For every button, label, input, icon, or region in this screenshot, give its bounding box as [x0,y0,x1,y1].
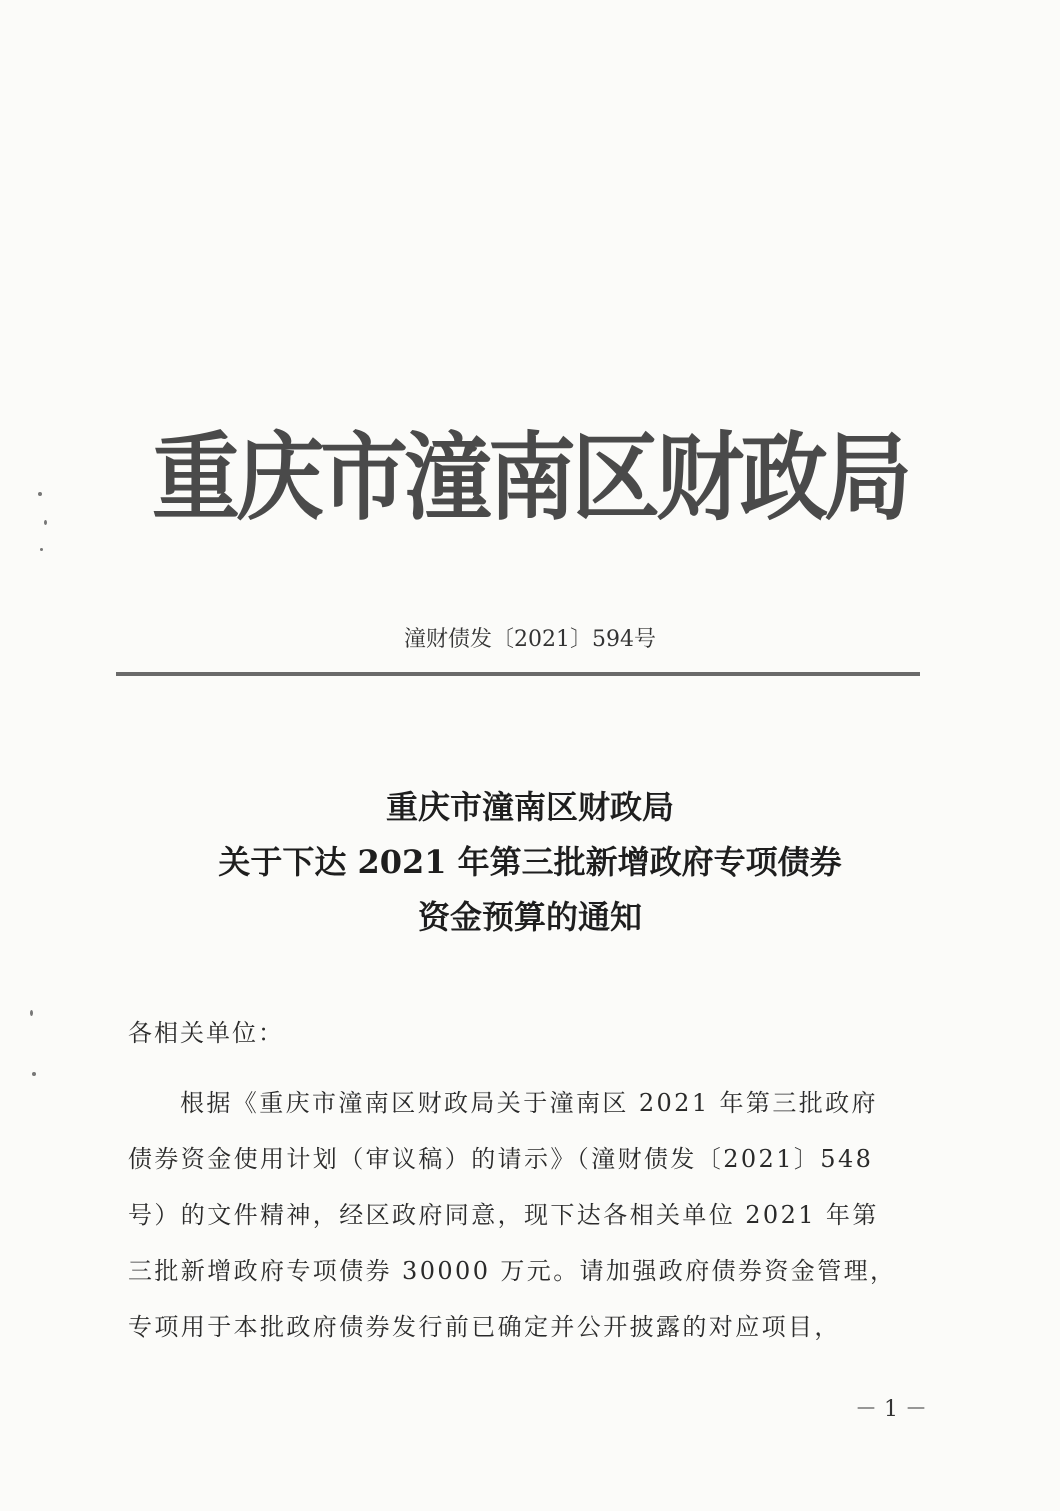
page-number: － 1 － [855,1397,927,1422]
document-number: 潼财债发〔2021〕594号 [404,627,656,652]
scan-speck [38,492,42,496]
scan-speck [30,1010,33,1016]
notice-title-line-3: 资金预算的通知 [417,898,642,936]
agency-header-title: 重庆市潼南区财政局 [151,421,908,534]
scan-speck [40,548,43,551]
body-line-4: 三批新增政府专项债券 30000 万元。请加强政府债券资金管理， [128,1257,897,1285]
notice-title-line-1: 重庆市潼南区财政局 [385,788,674,826]
scan-speck [32,1072,36,1076]
body-line-2: 债券资金使用计划（审议稿）的请示》（潼财债发〔2021〕548 [128,1145,874,1173]
notice-title-line-2: 关于下达 2021 年第三批新增政府专项债券 [218,843,842,881]
body-line-3: 号）的文件精神，经区政府同意，现下达各相关单位 2021 年第 [128,1201,879,1229]
header-divider [116,672,920,676]
scan-speck [44,520,47,525]
body-paragraph [128,1075,928,1355]
body-line-1: 根据《重庆市潼南区财政局关于潼南区 2021 年第三批政府 [180,1089,878,1117]
notice-title [100,780,960,945]
salutation: 各相关单位： [128,1019,284,1047]
body-line-5: 专项用于本批政府债券发行前已确定并公开披露的对应项目， [128,1313,841,1341]
